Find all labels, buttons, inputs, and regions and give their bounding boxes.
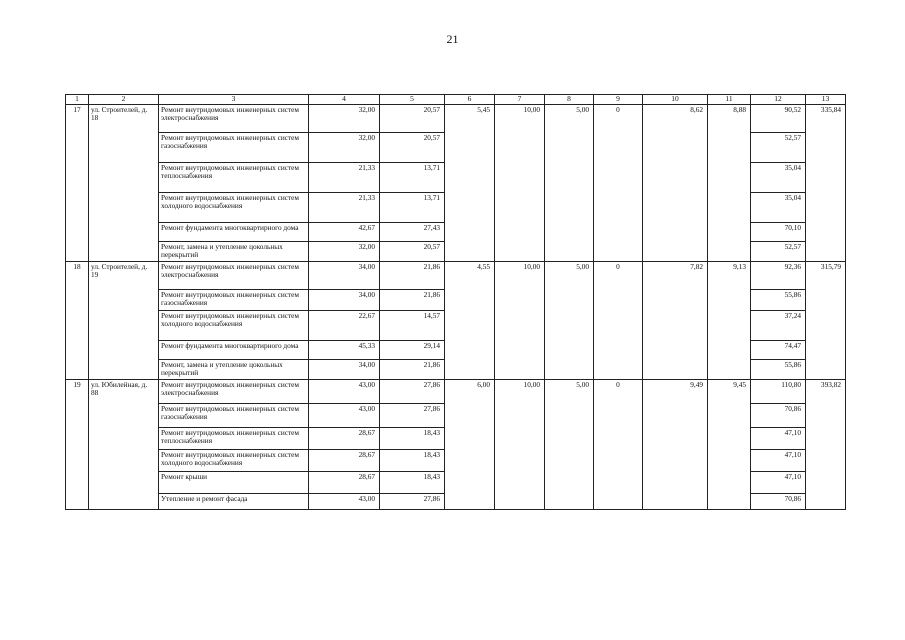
- column-header: 3: [159, 95, 309, 105]
- value-cell-c5: 14,57: [380, 310, 445, 340]
- value-cell-c12: 47,10: [751, 471, 806, 493]
- value-cell-c13: 335,84: [806, 105, 846, 262]
- value-cell-c10: 8,62: [643, 105, 708, 262]
- value-cell-c8: 5,00: [545, 105, 594, 262]
- value-cell-c12: 74,47: [751, 340, 806, 359]
- value-cell-c5: 13,71: [380, 163, 445, 193]
- row-number: 18: [66, 261, 89, 379]
- column-header: 1: [66, 95, 89, 105]
- value-cell-c12: 55,86: [751, 359, 806, 379]
- value-cell-c12: 37,24: [751, 310, 806, 340]
- value-cell-c4: 32,00: [309, 105, 380, 133]
- value-cell-c12: 35,04: [751, 163, 806, 193]
- column-header: 5: [380, 95, 445, 105]
- value-cell-c10: 9,49: [643, 379, 708, 509]
- value-cell-c9: 0: [594, 105, 643, 262]
- value-cell-c5: 27,86: [380, 403, 445, 427]
- value-cell-c9: 0: [594, 261, 643, 379]
- value-cell-c12: 70,86: [751, 403, 806, 427]
- value-cell-c12: 92,36: [751, 261, 806, 289]
- work-name-cell: Ремонт внутридомовых инженерных систем холодного водоснабжения: [159, 310, 309, 340]
- address-cell: ул. Строителей, д. 19: [89, 261, 159, 379]
- value-cell-c12: 70,10: [751, 223, 806, 242]
- value-cell-c12: 52,57: [751, 242, 806, 262]
- address-cell: ул. Строителей, д. 18: [89, 105, 159, 262]
- value-cell-c12: 52,57: [751, 133, 806, 163]
- value-cell-c5: 21,86: [380, 289, 445, 310]
- value-cell-c7: 10,00: [495, 379, 545, 509]
- value-cell-c5: 21,86: [380, 261, 445, 289]
- value-cell-c12: 70,86: [751, 493, 806, 509]
- column-header: 4: [309, 95, 380, 105]
- value-cell-c5: 20,57: [380, 133, 445, 163]
- value-cell-c11: 9,13: [708, 261, 751, 379]
- column-header: 9: [594, 95, 643, 105]
- value-cell-c5: 20,57: [380, 242, 445, 262]
- work-name-cell: Ремонт фундамента многоквартирного дома: [159, 340, 309, 359]
- value-cell-c5: 27,86: [380, 379, 445, 403]
- value-cell-c13: 393,82: [806, 379, 846, 509]
- value-cell-c4: 28,67: [309, 427, 380, 449]
- value-cell-c11: 9,45: [708, 379, 751, 509]
- table-row: [66, 261, 846, 289]
- value-cell-c5: 27,43: [380, 223, 445, 242]
- row-number: 17: [66, 105, 89, 262]
- column-header: 2: [89, 95, 159, 105]
- value-cell-c5: 18,43: [380, 449, 445, 471]
- value-cell-c5: 13,71: [380, 193, 445, 223]
- value-cell-c5: 18,43: [380, 471, 445, 493]
- value-cell-c4: 43,00: [309, 403, 380, 427]
- value-cell-c12: 55,86: [751, 289, 806, 310]
- value-cell-c5: 18,43: [380, 427, 445, 449]
- value-cell-c4: 32,00: [309, 242, 380, 262]
- work-name-cell: Ремонт внутридомовых инженерных систем холодного водоснабжения: [159, 449, 309, 471]
- value-cell-c4: 32,00: [309, 133, 380, 163]
- value-cell-c4: 21,33: [309, 163, 380, 193]
- column-header: 12: [751, 95, 806, 105]
- value-cell-c13: 315,79: [806, 261, 846, 379]
- work-name-cell: Ремонт внутридомовых инженерных систем теплоснабжения: [159, 163, 309, 193]
- value-cell-c10: 7,82: [643, 261, 708, 379]
- value-cell-c5: 20,57: [380, 105, 445, 133]
- value-cell-c8: 5,00: [545, 261, 594, 379]
- value-cell-c8: 5,00: [545, 379, 594, 509]
- value-cell-c4: 43,00: [309, 379, 380, 403]
- work-name-cell: Ремонт внутридомовых инженерных систем холодного водоснабжения: [159, 193, 309, 223]
- value-cell-c6: 6,00: [445, 379, 495, 509]
- value-cell-c4: 42,67: [309, 223, 380, 242]
- value-cell-c4: 34,00: [309, 359, 380, 379]
- table-row: [66, 105, 846, 133]
- value-cell-c4: 34,00: [309, 289, 380, 310]
- value-cell-c4: 21,33: [309, 193, 380, 223]
- work-name-cell: Ремонт внутридомовых инженерных систем теплоснабжения: [159, 427, 309, 449]
- column-number-row: [66, 95, 846, 105]
- work-name-cell: Ремонт внутридомовых инженерных систем газоснабжения: [159, 403, 309, 427]
- value-cell-c4: 22,67: [309, 310, 380, 340]
- work-name-cell: Ремонт внутридомовых инженерных систем электроснабжения: [159, 261, 309, 289]
- column-header: 6: [445, 95, 495, 105]
- work-name-cell: Ремонт внутридомовых инженерных систем электроснабжения: [159, 379, 309, 403]
- value-cell-c4: 45,33: [309, 340, 380, 359]
- work-name-cell: Ремонт крыши: [159, 471, 309, 493]
- column-header: 10: [643, 95, 708, 105]
- work-name-cell: Ремонт внутридомовых инженерных систем электроснабжения: [159, 105, 309, 133]
- value-cell-c7: 10,00: [495, 261, 545, 379]
- value-cell-c11: 8,88: [708, 105, 751, 262]
- value-cell-c4: 28,67: [309, 471, 380, 493]
- work-name-cell: Ремонт фундамента многоквартирного дома: [159, 223, 309, 242]
- value-cell-c4: 28,67: [309, 449, 380, 471]
- value-cell-c5: 21,86: [380, 359, 445, 379]
- value-cell-c12: 47,10: [751, 427, 806, 449]
- work-name-cell: Ремонт внутридомовых инженерных систем газоснабжения: [159, 133, 309, 163]
- column-header: 11: [708, 95, 751, 105]
- value-cell-c5: 27,86: [380, 493, 445, 509]
- value-cell-c12: 47,10: [751, 449, 806, 471]
- value-cell-c12: 110,80: [751, 379, 806, 403]
- value-cell-c4: 43,00: [309, 493, 380, 509]
- work-name-cell: Утепление и ремонт фасада: [159, 493, 309, 509]
- value-cell-c9: 0: [594, 379, 643, 509]
- page-number: 21: [446, 32, 459, 46]
- value-cell-c12: 35,04: [751, 193, 806, 223]
- column-header: 7: [495, 95, 545, 105]
- column-header: 8: [545, 95, 594, 105]
- table-row: [66, 379, 846, 403]
- column-header: 13: [806, 95, 846, 105]
- row-number: 19: [66, 379, 89, 509]
- work-name-cell: Ремонт внутридомовых инженерных систем газоснабжения: [159, 289, 309, 310]
- work-name-cell: Ремонт, замена и утепление цокольных перекрытий: [159, 359, 309, 379]
- value-cell-c4: 34,00: [309, 261, 380, 289]
- address-cell: ул. Юбилейная, д. 88: [89, 379, 159, 509]
- value-cell-c6: 5,45: [445, 105, 495, 262]
- value-cell-c7: 10,00: [495, 105, 545, 262]
- value-cell-c5: 29,14: [380, 340, 445, 359]
- work-name-cell: Ремонт, замена и утепление цокольных перекрытий: [159, 242, 309, 262]
- repair-cost-table: [65, 94, 846, 510]
- value-cell-c12: 90,52: [751, 105, 806, 133]
- value-cell-c6: 4,55: [445, 261, 495, 379]
